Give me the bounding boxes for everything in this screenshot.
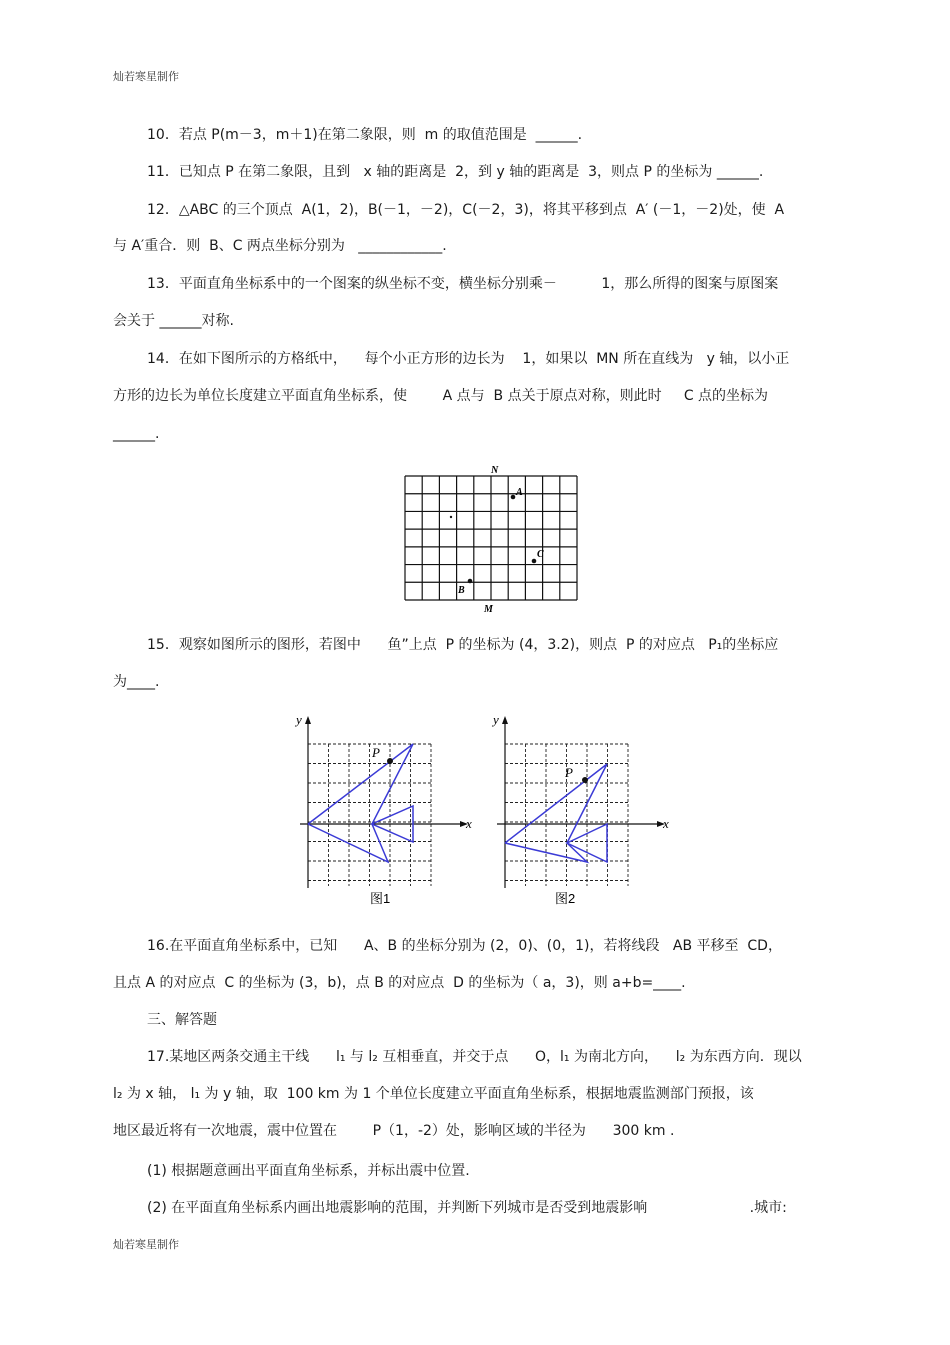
point-c — [532, 559, 537, 564]
question-14-line2: 方形的边长为单位长度建立平面直角坐标系，使 A 点与 B 点关于原点对称，则此时 C 点的坐标为 — [113, 388, 769, 404]
question-16-line2: 且点 A 的对应点 C 的坐标为 (3，b)，点 B 的对应点 D 的坐标为（ a，3)，则 a+b=____. — [113, 975, 686, 991]
question-13-line2: 会关于 ______对称. — [113, 313, 234, 329]
question-17-part1: (1) 根据题意画出平面直角坐标系，并标出震中位置. — [147, 1163, 470, 1179]
fish-figure-1 — [288, 710, 478, 910]
fish-figure-2 — [485, 710, 675, 910]
question-12-line1: 12．△ABC 的三个顶点 A(1，2)，B(－1，－2)，C(－2，3)，将其平移到点 A′ (－1，－2)处，使 A — [147, 202, 785, 218]
question-12-line2: 与 A′重合．则 B、C 两点坐标分别为 ____________. — [113, 238, 447, 254]
page-header: 灿若寒星制作 — [113, 70, 179, 83]
question-14-line1: 14．在如下图所示的方格纸中， 每个小正方形的边长为 1，如果以 MN 所在直线为 y 轴，以小正 — [147, 351, 790, 367]
fish-shape — [505, 764, 607, 862]
question-17-line2: l₂ 为 x 轴， l₁ 为 y 轴，取 100 km 为 1 个单位长度建立平面直角坐标系，根据地震监测部门预报，该 — [113, 1086, 754, 1102]
question-17-line3: 地区最近将有一次地震，震中位置在 P（1，-2）处，影响区域的半径为 300 km . — [113, 1123, 675, 1139]
question-11: 11．已知点 P 在第二象限，且到 x 轴的距离是 2，到 y 轴的距离是 3，则点 P 的坐标为 ______. — [147, 164, 764, 180]
question-14-line3: ______. — [113, 426, 160, 442]
y-arrow-icon — [502, 716, 508, 724]
axis-y-label: y — [296, 712, 302, 727]
question-16-line1: 16.在平面直角坐标系中，已知 A、B 的坐标分别为 (2，0)、(0，1)，若将线段 AB 平移至 CD， — [147, 938, 782, 954]
label-p: P — [372, 745, 380, 760]
grid-lines — [405, 476, 577, 600]
label-a: A — [516, 487, 523, 498]
label-n: N — [491, 465, 499, 476]
grid-figure — [396, 460, 586, 616]
fig1-caption: 图1 — [370, 891, 391, 906]
axis-y-label: y — [493, 712, 499, 727]
axis-x-label: x — [466, 816, 472, 831]
label-p: P — [565, 765, 573, 780]
axis-x-label: x — [663, 816, 669, 831]
fig2-caption: 图2 — [555, 891, 576, 906]
y-arrow-icon — [305, 716, 311, 724]
point-a — [511, 495, 516, 500]
question-13-line1: 13．平面直角坐标系中的一个图案的纵坐标不变，横坐标分别乘－ 1，那么所得的图案与原图案 — [147, 276, 779, 292]
label-c: C — [537, 549, 544, 560]
page-footer: 灿若寒星制作 — [113, 1238, 179, 1251]
fish-shape — [308, 744, 413, 862]
question-17-line1: 17.某地区两条交通主干线 l₁ 与 l₂ 互相垂直，并交于点 O，l₁ 为南北方向， l₂ 为东西方向．现以 — [147, 1049, 802, 1065]
question-15-line2: 为____. — [113, 674, 160, 690]
question-15-line1: 15．观察如图所示的图形，若图中 鱼”上点 P 的坐标为 (4，3.2)，则点 P 的对应点 P₁的坐标应 — [147, 637, 779, 653]
label-m: M — [484, 604, 493, 615]
section-heading: 三、解答题 — [147, 1012, 217, 1028]
stray-dot — [450, 516, 452, 518]
question-10: 10．若点 P(m－3，m＋1)在第二象限，则 m 的取值范围是 ______. — [147, 127, 583, 143]
label-b: B — [458, 585, 465, 596]
question-17-part2: (2) 在平面直角坐标系内画出地震影响的范围，并判断下列城市是否受到地震影响 .城市: — [147, 1200, 787, 1216]
point-p — [582, 777, 588, 783]
point-b — [468, 579, 473, 584]
point-p — [387, 758, 393, 764]
